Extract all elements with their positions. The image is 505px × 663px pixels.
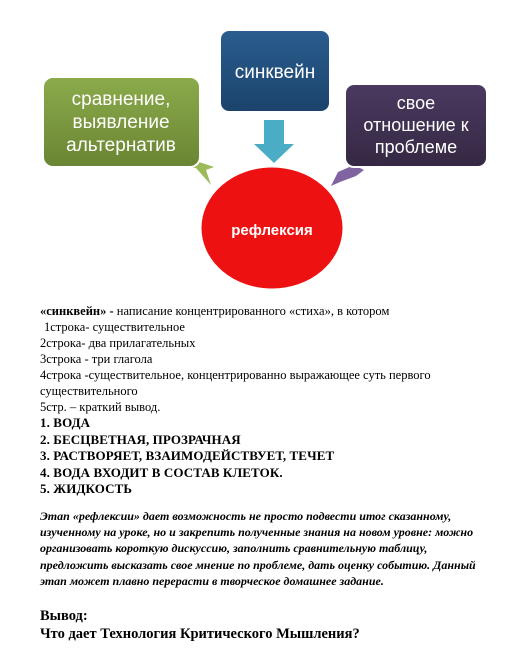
example-list	[40, 415, 490, 498]
reflection-label: рефлексия	[231, 222, 313, 239]
sinkwein-box	[220, 30, 330, 112]
definition-item-3: 3строка - три глагола	[40, 352, 153, 366]
reflection-circle	[200, 166, 344, 290]
reflection-paragraph: Этап «рефлексии» дает возможность не просто подвести итог сказанному, изученному на уроке, но и закрепить полученные знания на новом уровне: можно организовать короткую дискуссию, заполнить сравнительную таблицу, предложить высказать свое мнение по проблеме, дать оценку событию. Данный этап может плавно перерасти в творческое домашнее задание.	[40, 508, 476, 588]
conclusion	[40, 607, 490, 643]
comparison-line-1: сравнение,	[71, 89, 171, 110]
example-item-2: 2. БЕСЦВЕТНАЯ, ПРОЗРАЧНАЯ	[40, 431, 241, 447]
example-item-5: 5. ЖИДКОСТЬ	[40, 481, 133, 497]
definition-text: написание концентрированного «стиха», в котором	[113, 304, 390, 318]
reflection-diagram	[0, 0, 505, 300]
example-item-3: 3. РАСТВОРЯЕТ, ВЗАИМОДЕЙСТВУЕТ, ТЕЧЕТ	[40, 448, 335, 464]
arrow-down-from-sinkwein	[254, 120, 294, 163]
attitude-line-3: проблеме	[374, 137, 458, 157]
comparison-line-3: альтернатив	[66, 135, 176, 156]
attitude-box	[345, 84, 487, 167]
example-item-1: 1. ВОДА	[40, 415, 91, 430]
attitude-line-2: отношение к	[363, 115, 469, 135]
definition-item-1: 1строка- существительное	[44, 320, 185, 334]
sinkwein-label: синквейн	[234, 62, 316, 83]
conclusion-heading: Вывод:	[40, 607, 88, 624]
definition-item-5: 5стр. – краткий вывод.	[40, 400, 161, 414]
example-item-4: 4. ВОДА ВХОДИТ В СОСТАВ КЛЕТОК.	[40, 464, 283, 480]
attitude-line-1: свое	[396, 93, 436, 113]
text-content	[40, 303, 490, 643]
arrow-from-attitude	[331, 165, 364, 186]
definition-item-4: 4строка -существительное, концентрированно выражающее суть первого существительного	[40, 368, 431, 398]
definition-term: «синквейн» -	[40, 304, 114, 318]
definition-line	[40, 303, 490, 319]
definition-item-2: 2строка- два прилагательных	[40, 336, 196, 350]
conclusion-question: Что дает Технология Критического Мышления?	[40, 625, 360, 642]
comparison-line-2: выявление	[72, 112, 170, 133]
comparison-box	[43, 77, 200, 167]
